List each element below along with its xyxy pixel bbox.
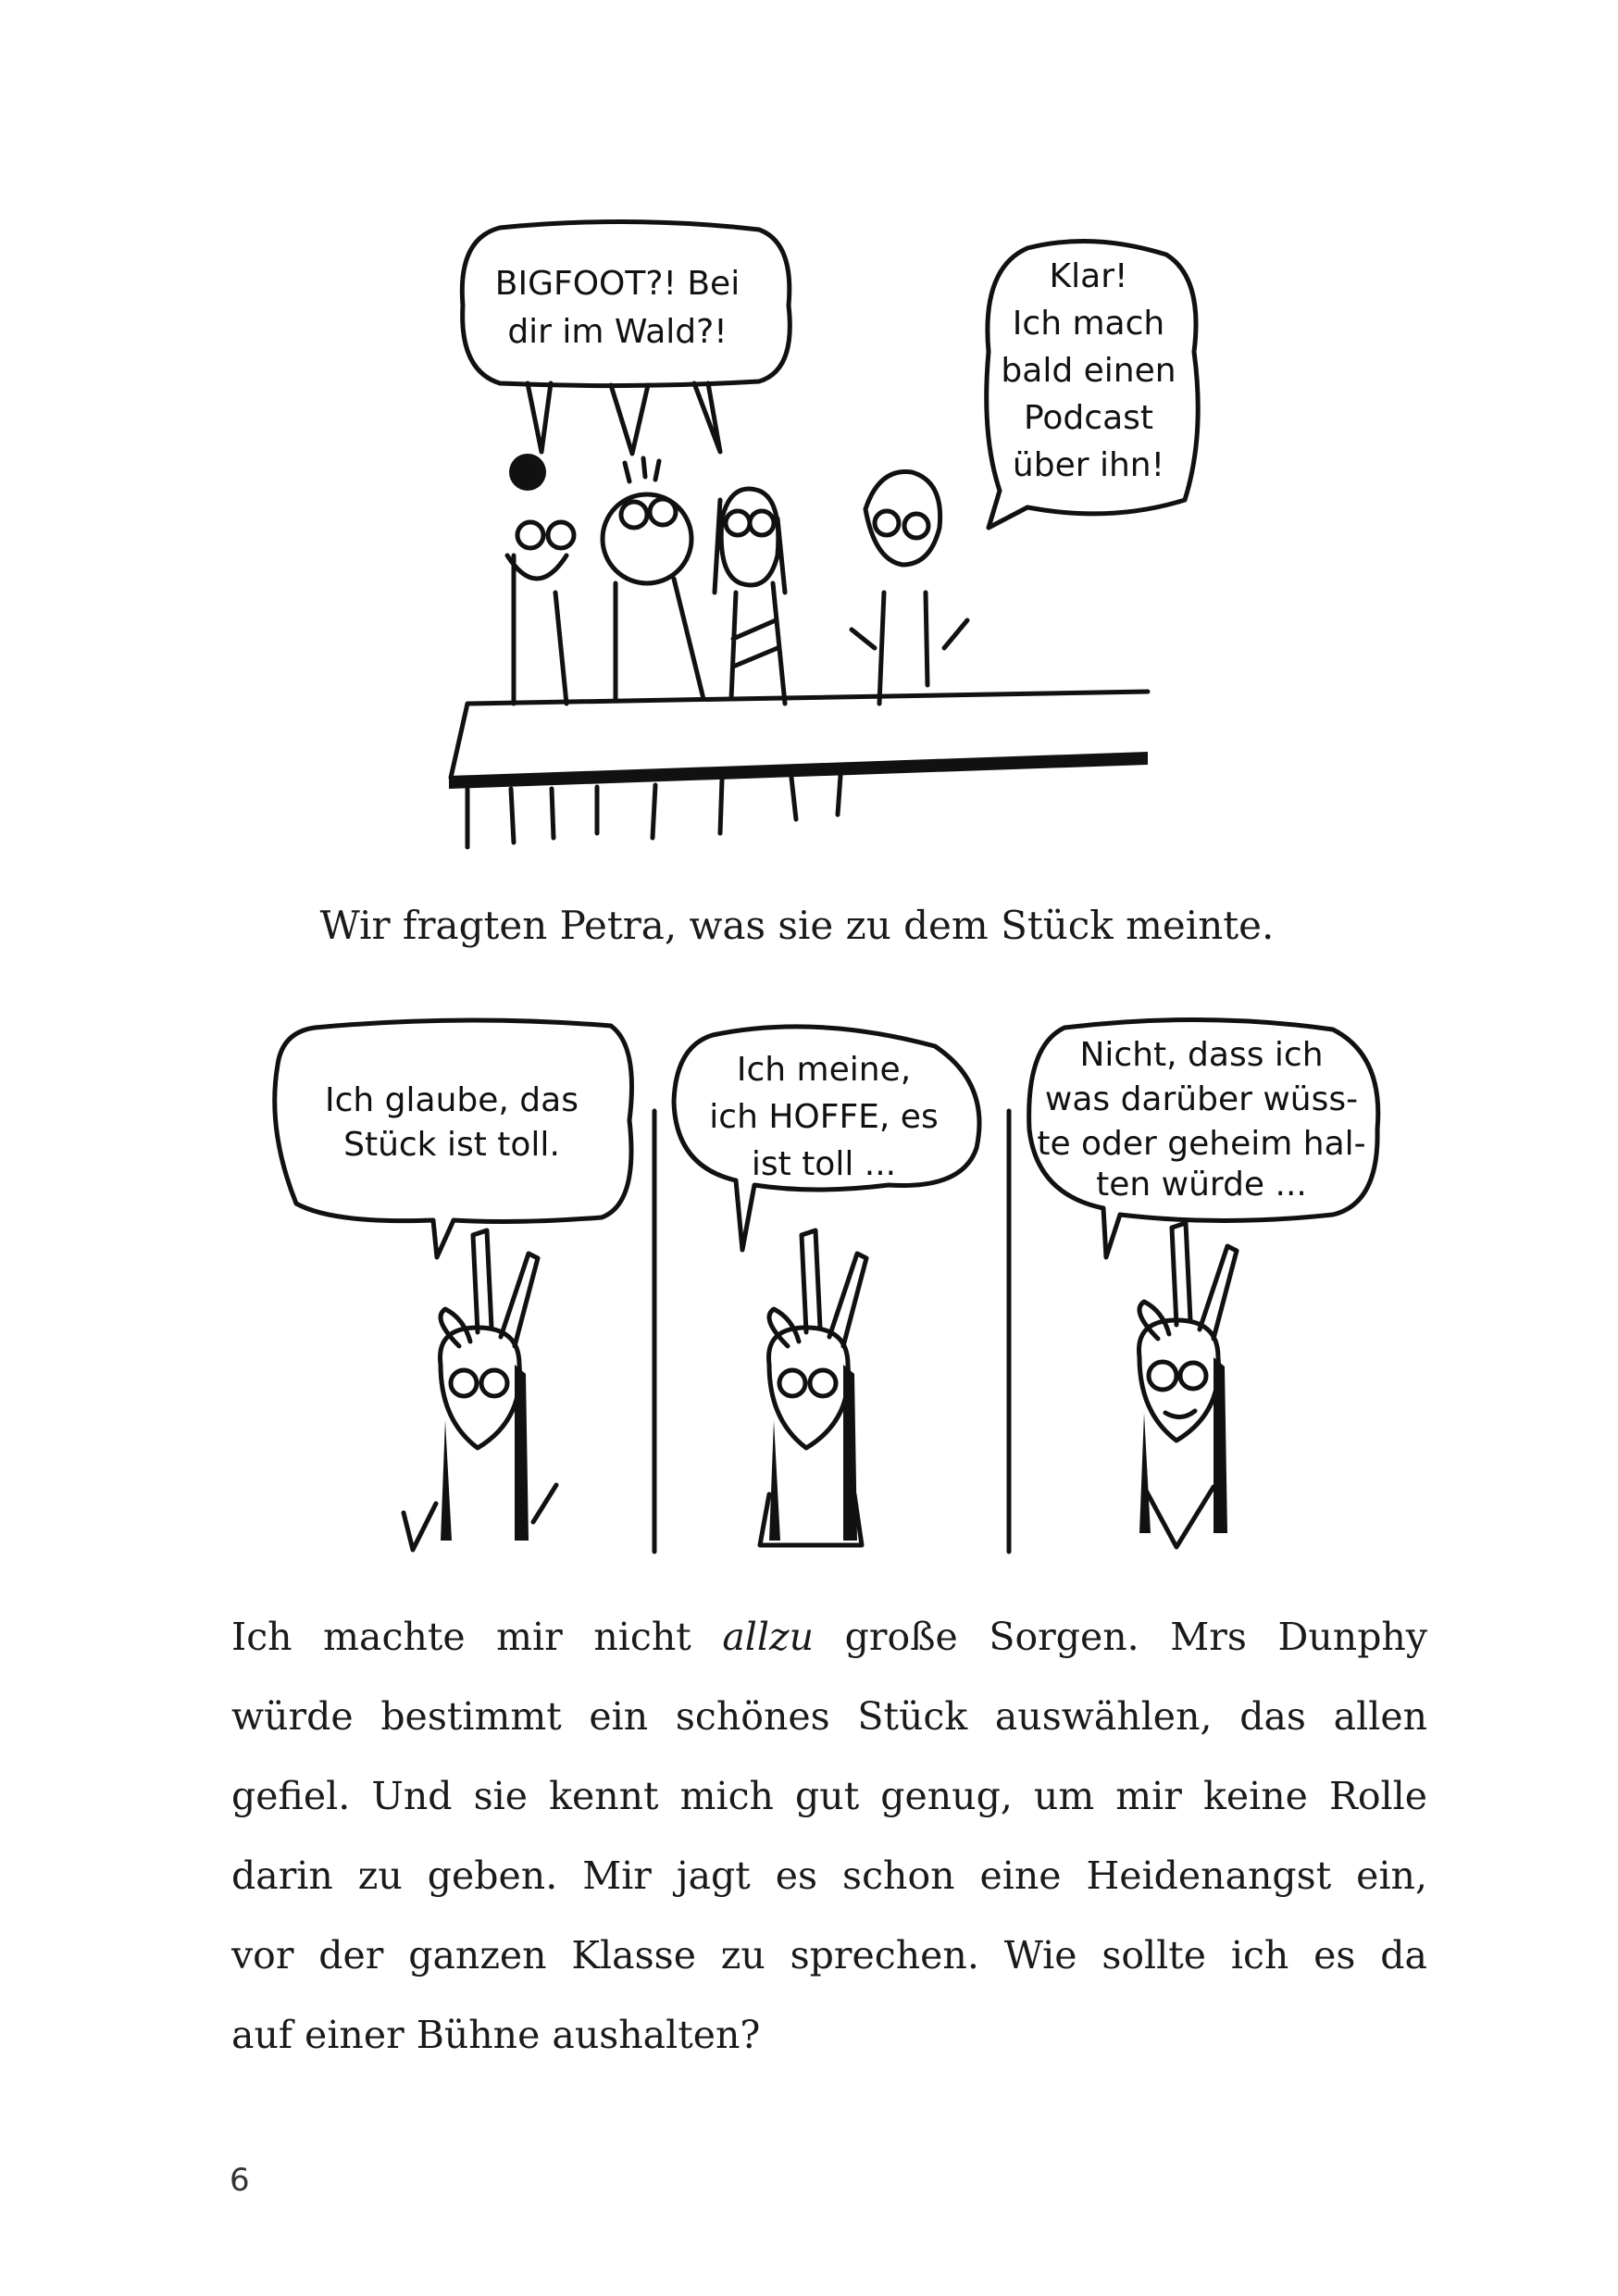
bubble-text: Ich mach [1012, 305, 1165, 343]
desk [449, 692, 1148, 847]
body-line: darin zu geben. Mir jagt es schon eine Heidenangst ein, [231, 1853, 1427, 1898]
bubble-text: über ihn! [1012, 446, 1165, 484]
body-line: Ich machte mir nicht allzu große Sorgen. Mrs Dunphy [231, 1615, 1428, 1659]
speech-bubble-bigfoot [462, 221, 790, 385]
bubble-text: Klar! [1049, 257, 1128, 295]
bubble-text: was darüber wüss- [1044, 1080, 1359, 1118]
bunny-figure [760, 1230, 866, 1545]
caption-text: Wir fragten Petra, was sie zu dem Stück meinte. [319, 903, 1275, 948]
bubble-text: ist toll ... [751, 1145, 897, 1183]
emphasis: allzu [722, 1615, 815, 1659]
bubble-text: dir im Wald?! [507, 313, 728, 351]
bubble-text: bald einen [1001, 352, 1176, 390]
bubble-text: ich HOFFE, es [709, 1098, 939, 1136]
page-number: 6 [230, 2162, 250, 2199]
body-paragraph [231, 1609, 1427, 2087]
bubble-text: te oder geheim hal- [1037, 1125, 1366, 1163]
body-line: würde bestimmt ein schönes Stück auswählen, das allen [231, 1694, 1427, 1739]
bubble-text: Nicht, dass ich [1079, 1036, 1324, 1074]
bunny-figure [404, 1230, 556, 1550]
bubble-text: Ich glaube, das [325, 1081, 579, 1119]
body-line: vor der ganzen Klasse zu sprechen. Wie sollte ich es da [231, 1933, 1427, 1978]
bubble-text: BIGFOOT?! Bei [494, 265, 741, 303]
comic-petra-panels [275, 1019, 1378, 1552]
stick-figures [507, 454, 967, 704]
bubble-text: Ich meine, [736, 1051, 912, 1089]
body-line: auf einer Bühne aushalten? [231, 2013, 761, 2057]
bubble-text: ten würde ... [1096, 1166, 1307, 1204]
bubble-text: Podcast [1023, 399, 1154, 437]
bunny-figure [1139, 1223, 1238, 1547]
comic-classroom [449, 221, 1198, 847]
bubble-text: Stück ist toll. [343, 1126, 560, 1164]
body-line: gefiel. Und sie kennt mich gut genug, um mir keine Rolle [231, 1774, 1427, 1818]
